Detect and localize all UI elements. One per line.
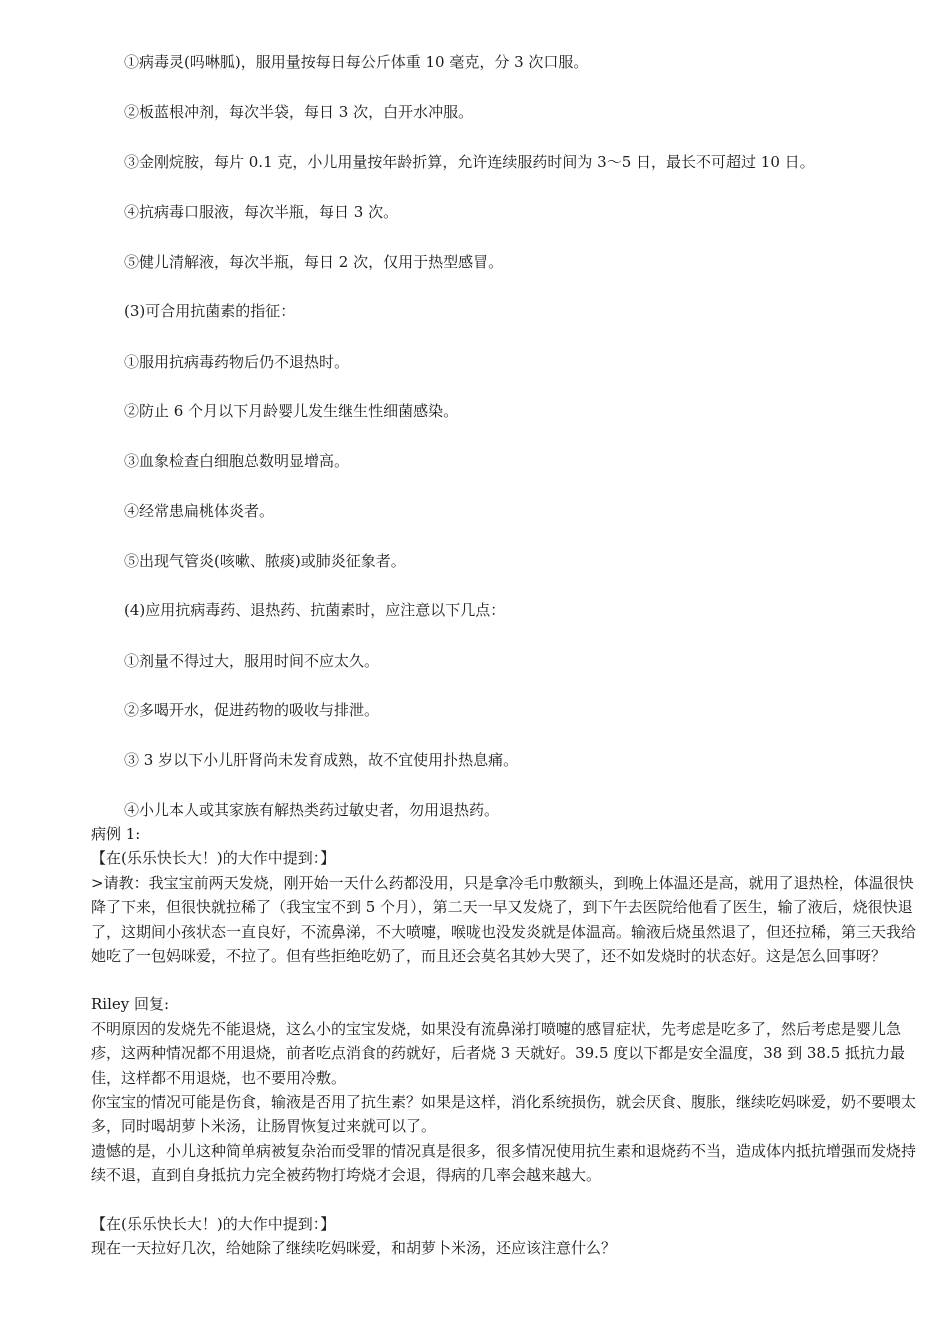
reply-paragraph-1: 不明原因的发烧先不能退烧，这么小的宝宝发烧，如果没有流鼻涕打喷嚏的感冒症状，先考虑是吃多了，然后考虑是婴儿急疹，这两种情况都不用退烧，前者吃点消食的药就好，后者烧 3 天就好。39.5 度以下都是安全温度，38 到 38.5 抵抗力最佳，这样都不用退烧，也不要用冷敷。 — [91, 1019, 906, 1087]
quote-header-2: 【在(乐乐快长大！)的大作中提到：】 — [91, 1214, 336, 1233]
item-indication-5: ⑤出现气管炎(咳嗽、脓痰)或肺炎征象者。 — [124, 552, 406, 570]
item-drug-2: ②板蓝根冲剂，每次半袋，每日 3 次，白开水冲服。 — [124, 103, 474, 121]
spacer — [91, 968, 917, 992]
reply-label: Riley 回复: — [91, 995, 170, 1014]
item-note-2: ②多喝开水，促进药物的吸收与排泄。 — [124, 701, 380, 719]
reply-paragraph-3: 遗憾的是，小儿这种简单病被复杂治而受罪的情况真是很多，很多情况使用抗生素和退烧药不当，造成体内抵抗增强而发烧持续不退，直到自身抵抗力完全被药物打垮烧才会退，得病的几率会越来越大。 — [91, 1141, 917, 1185]
question-text-2: 现在一天拉好几次，给她除了继续吃妈咪爱，和胡萝卜米汤，还应该注意什么？ — [91, 1239, 617, 1258]
item-drug-4: ④抗病毒口服液，每次半瓶，每日 3 次。 — [124, 203, 399, 221]
section-heading-3: (3)可合用抗菌素的指征： — [124, 302, 296, 320]
item-indication-1: ①服用抗病毒药物后仍不退热时。 — [124, 353, 350, 371]
item-note-1: ①剂量不得过大，服用时间不应太久。 — [124, 652, 380, 670]
item-indication-2: ②防止 6 个月以下月龄婴儿发生继生性细菌感染。 — [124, 402, 459, 420]
item-drug-5: ⑤健儿清解液，每次半瓶，每日 2 次，仅用于热型感冒。 — [124, 253, 504, 271]
item-drug-3: ③金刚烷胺，每片 0.1 克，小儿用量按年龄折算，允许连续服药时间为 3～5 日，最长不可超过 10 日。 — [124, 153, 815, 171]
item-indication-4: ④经常患扁桃体炎者。 — [124, 502, 275, 520]
quote-header: 【在(乐乐快长大！)的大作中提到：】 — [91, 849, 336, 868]
question-text: >请教：我宝宝前两天发烧，刚开始一天什么药都没用，只是拿冷毛巾敷额头，到晚上体温还是高，就用了退热栓，体温很快降了下来，但很快就拉稀了（我宝宝不到 5 个月），第二天一早又发烧了，到下午去医院给他看了医生，输了液后，烧很快退了，这期间小孩状态一直良好，不流鼻涕，不大喷嚏，喉咙也没发炎就是体温高。输液后烧虽然退了，但还拉稀，第三天我给她吃了一包妈咪爱，不拉了。但有些拒绝吃奶了，而且还会莫名其妙大哭了，还不如发烧时的状态好。这是怎么回事呀？ — [91, 873, 917, 966]
case-section — [91, 822, 917, 1261]
item-indication-3: ③血象检查白细胞总数明显增高。 — [124, 452, 350, 470]
reply-paragraph-2: 你宝宝的情况可能是伤食，输液是否用了抗生素？如果是这样，消化系统损伤，就会厌食、腹胀，继续吃妈咪爱，奶不要喂太多，同时喝胡萝卜米汤，让肠胃恢复过来就可以了。 — [91, 1093, 917, 1136]
item-drug-1: ①病毒灵(吗啉胍)，服用量按每日每公斤体重 10 毫克，分 3 次口服。 — [124, 53, 589, 71]
item-note-4: ④小儿本人或其家族有解热类药过敏史者，勿用退热药。 — [124, 801, 500, 819]
spacer — [91, 1188, 917, 1212]
section-heading-4: (4)应用抗病毒药、退热药、抗菌素时，应注意以下几点： — [124, 601, 506, 619]
item-note-3: ③ 3 岁以下小儿肝肾尚未发育成熟，故不宜使用扑热息痛。 — [124, 751, 519, 769]
case-title: 病例 1: — [91, 825, 141, 843]
